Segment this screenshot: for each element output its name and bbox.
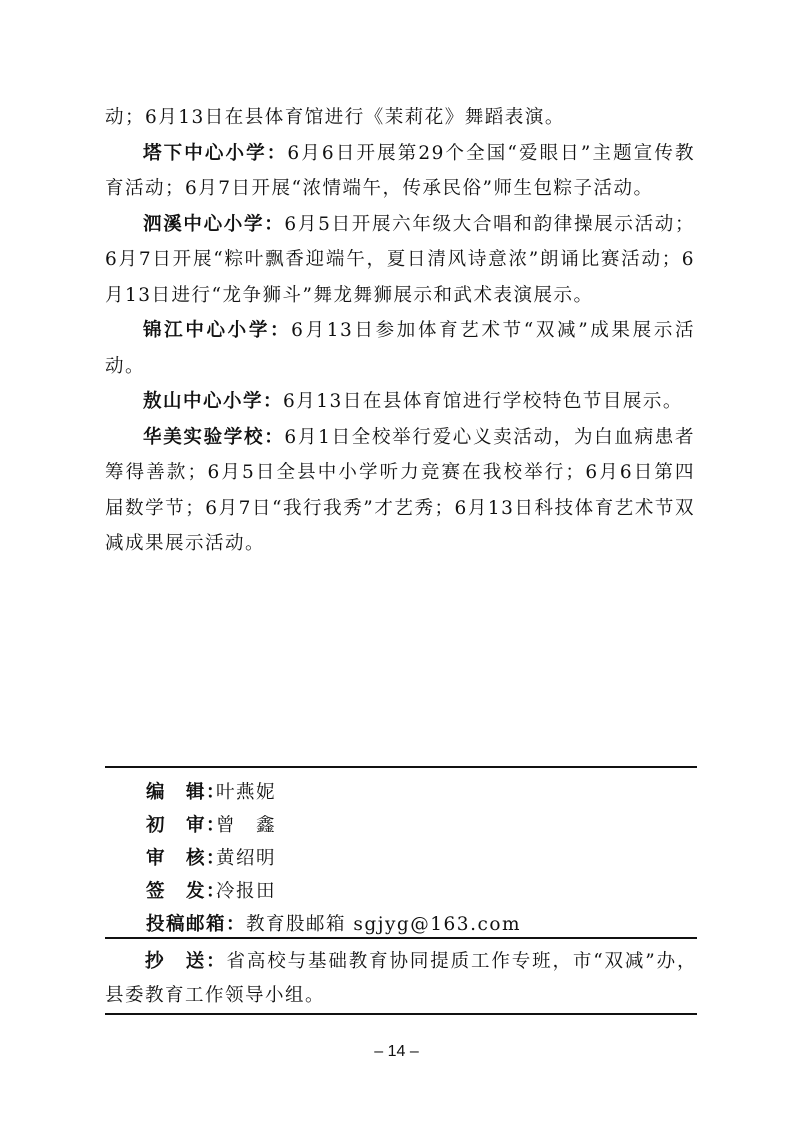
issuer-label: 签 发：: [146, 881, 227, 902]
school-name: 泗溪中心小学：: [143, 213, 285, 235]
school-name: 锦江中心小学：: [143, 320, 292, 341]
editor-label: 编 辑：: [146, 782, 227, 803]
issuer-value: 冷报田: [216, 881, 277, 902]
paragraph-text: 6月13日在县体育馆进行学校特色节目展示。: [283, 391, 683, 412]
paragraph-taxia: [105, 136, 695, 207]
school-name: 塔下中心小学：: [143, 142, 288, 164]
cc-label: 抄 送：: [145, 951, 227, 972]
paragraph-text: 6月6日开展第29个全国“爱眼日”主题宣传教育活动；6月7日开展“浓情端午，传承民俗”师生包粽子活动。: [105, 142, 695, 199]
paragraph-text: 6月5日开展六年级大合唱和韵律操展示活动；6月7日开展“粽叶飘香迎端午，夏日清风诗意浓”朗诵比赛活动；6月13日进行“龙争狮斗”舞龙舞狮展示和武术表演展示。: [105, 213, 695, 306]
issuer-row: [146, 875, 696, 908]
school-name: 敖山中心小学：: [143, 391, 284, 412]
reviewer-row: [146, 809, 696, 842]
reviewer-value: 曾 鑫: [216, 815, 277, 836]
report-body: [105, 100, 695, 562]
checker-value: 黄绍明: [216, 848, 277, 869]
editor-row: [146, 776, 696, 809]
cc-recipients: 省高校与基础教育协同提质工作专班，市“双减”办，县委教育工作领导小组。: [105, 951, 697, 1006]
paragraph-continued: [105, 100, 695, 136]
checker-row: [146, 842, 696, 875]
paragraph-aoshan: [105, 384, 695, 420]
reviewer-label: 初 审：: [146, 815, 227, 836]
divider-middle: [105, 937, 697, 939]
editor-value: 叶燕妮: [216, 782, 277, 803]
cc-paragraph: [105, 945, 697, 1013]
submit-label: 投稿邮箱：: [146, 914, 247, 935]
school-name: 华美实验学校：: [143, 426, 285, 448]
cc-block: [105, 945, 697, 1013]
divider-bottom: [105, 1013, 697, 1015]
paragraph-sixi: [105, 207, 695, 314]
paragraph-text: 6月1日全校举行爱心义卖活动，为白血病患者筹得善款；6月5日全县中小学听力竞赛在我校举行；6月6日第四届数学节；6月7日“我行我秀”才艺秀；6月13日科技体育艺术节双减成果展示活动。: [105, 426, 695, 554]
submit-value: 教育股邮箱 sgjyg@163.com: [246, 914, 521, 935]
paragraph-huamei: [105, 420, 695, 562]
editorial-info: [146, 776, 696, 941]
checker-label: 审 核：: [146, 848, 227, 869]
paragraph-jinjiang: [105, 313, 695, 384]
paragraph-text: 动；6月13日在县体育馆进行《茉莉花》舞蹈表演。: [105, 107, 565, 128]
divider-top: [105, 766, 697, 768]
page-number: – 14 –: [374, 1043, 419, 1060]
paragraph-text: 6月13日参加体育艺术节“双减”成果展示活动。: [105, 320, 695, 377]
